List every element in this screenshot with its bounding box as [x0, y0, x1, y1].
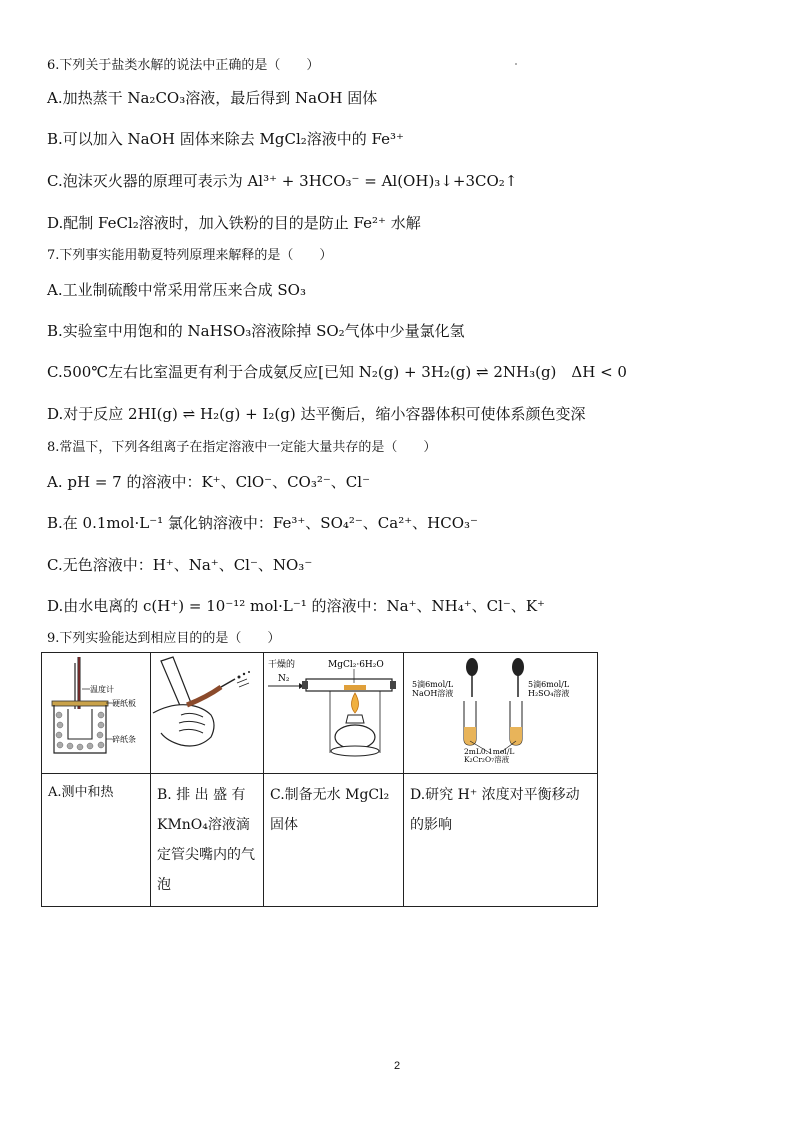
- label-left-drops: 5滴6mol/L: [412, 680, 454, 689]
- q7-stem: 7.下列事实能用勒夏特列原理来解释的是（ ）: [47, 248, 333, 263]
- page-number: 2: [393, 1060, 401, 1072]
- label-right-drops: 5滴6mol/L: [528, 680, 570, 689]
- label-left-reagent: NaOH溶液: [412, 689, 454, 698]
- figure-mgcl2-dehydration: [264, 653, 404, 774]
- q8-option-c: C.无色溶液中：H⁺、Na⁺、Cl⁻、NO₃⁻: [47, 556, 313, 574]
- figure-dichromate-equilibrium: [404, 653, 598, 774]
- q9-option-c: C.制备无水 MgCl₂ 固体: [264, 774, 404, 907]
- burette-hand-diagram: [151, 653, 264, 763]
- q9-table: [41, 652, 598, 907]
- calorimeter-diagram: [42, 653, 151, 763]
- q8-stem: 8.常温下，下列各组离子在指定溶液中一定能大量共存的是（ ）: [47, 440, 437, 455]
- q6-stem: 6.下列关于盐类水解的说法中正确的是（ ）: [47, 58, 320, 73]
- q9-option-b: B. 排 出 盛 有 KMnO₄溶液滴定管尖嘴内的气泡: [151, 774, 264, 907]
- label-right-reagent: H₂SO₄溶液: [528, 689, 570, 698]
- q9-option-a: A.测中和热: [42, 774, 151, 907]
- label-dry: 干燥的: [268, 660, 296, 670]
- q8-option-d: D.由水电离的 c(H⁺) = 10⁻¹² mol·L⁻¹ 的溶液中：Na⁺、NH₄⁺、Cl⁻、K⁺: [47, 597, 545, 615]
- q6-option-d: D.配制 FeCl₂溶液时，加入铁粉的目的是防止 Fe²⁺ 水解: [47, 214, 421, 232]
- q6-option-b: B.可以加入 NaOH 固体来除去 MgCl₂溶液中的 Fe³⁺: [47, 130, 404, 148]
- q8-option-b: B.在 0.1mol·L⁻¹ 氯化钠溶液中：Fe³⁺、SO₄²⁻、Ca²⁺、HCO₃⁻: [47, 514, 478, 532]
- test-tubes-diagram: [404, 653, 598, 763]
- q8-option-a: A. pH = 7 的溶液中：K⁺、ClO⁻、CO₃²⁻、Cl⁻: [47, 473, 370, 491]
- tube-furnace-diagram: [264, 653, 404, 763]
- label-bottom-amount: 2mL0.1mol/L: [464, 747, 515, 756]
- label-board: 硬纸板: [112, 699, 136, 708]
- label-n2: N₂: [278, 674, 290, 684]
- label-paper: 碎纸条: [112, 735, 136, 744]
- q9-stem: 9.下列实验能达到相应目的的是（ ）: [47, 631, 281, 646]
- figure-burette: [151, 653, 264, 774]
- label-bottom-reagent: K₂Cr₂O₇溶液: [464, 755, 510, 763]
- figure-calorimeter: [42, 653, 151, 774]
- q6-option-a: A.加热蒸干 Na₂CO₃溶液，最后得到 NaOH 固体: [47, 89, 378, 107]
- q7-option-c: C.500℃左右比室温更有利于合成氨反应[已知 N₂(g) + 3H₂(g) ⇌ 2NH₃(g) ΔH < 0: [47, 363, 627, 381]
- q9-option-d: D.研究 H⁺ 浓度对平衡移动的影响: [404, 774, 598, 907]
- q7-option-a: A.工业制硫酸中常采用常压来合成 SO₃: [47, 281, 306, 299]
- q7-option-d: D.对于反应 2HI(g) ⇌ H₂(g) + I₂(g) 达平衡后，缩小容器体积可使体系颜色变深: [47, 405, 586, 423]
- speck: [515, 63, 517, 65]
- q7-option-b: B.实验室中用饱和的 NaHSO₃溶液除掉 SO₂气体中少量氯化氢: [47, 322, 465, 340]
- q6-option-c: C.泡沫灭火器的原理可表示为 Al³⁺ + 3HCO₃⁻ = Al(OH)₃↓+3CO₂↑: [47, 172, 518, 190]
- label-salt: MgCl₂·6H₂O: [328, 660, 384, 670]
- label-thermometer: 温度计: [90, 685, 114, 694]
